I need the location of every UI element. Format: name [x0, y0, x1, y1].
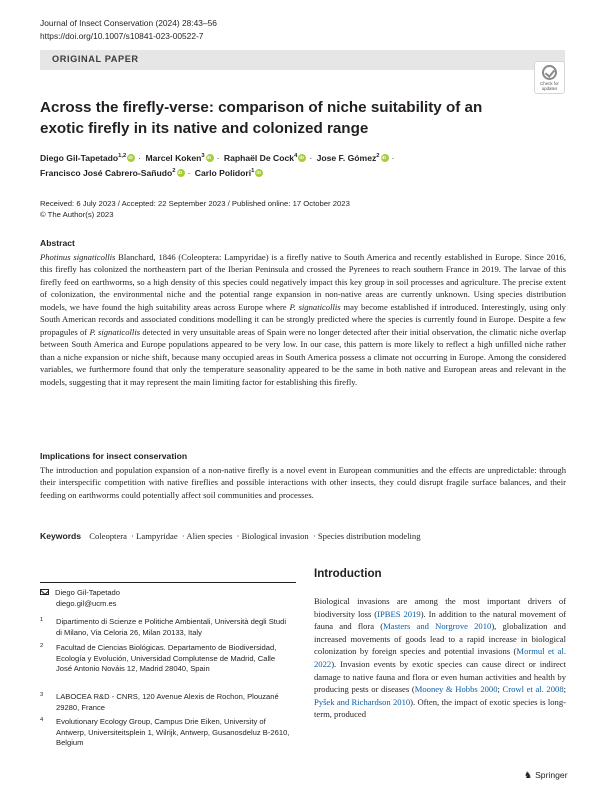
publisher-name: Springer — [535, 770, 568, 780]
copyright: © The Author(s) 2023 — [40, 210, 114, 219]
citation-link[interactable]: Mooney & Hobbs 2000 — [414, 684, 498, 695]
envelope-icon — [40, 589, 49, 595]
corresponding-email[interactable]: diego.gil@ucm.es — [56, 598, 117, 608]
citation-link[interactable]: IPBES 2019 — [377, 608, 421, 619]
check-circle-icon — [542, 65, 557, 80]
orcid-icon[interactable] — [381, 154, 389, 162]
implications-text: The introduction and population expansion of a non-native firefly is a novel event in European communities and the effects are unpredictable: through their interspecific competition with native fireflies and possible interactions with other insects, they could disrupt fragile surface balances, and their feeding on earthworms could potentially affect soil communities and processes. — [40, 465, 566, 500]
author-6[interactable]: Carlo Polidori$^1$ — [194, 168, 255, 179]
keyword[interactable]: Lampyridae — [136, 531, 178, 541]
orcid-icon[interactable] — [298, 154, 306, 162]
introduction-heading: Introduction — [314, 567, 382, 580]
section-label: ORIGINAL PAPER — [52, 54, 139, 64]
journal-header — [40, 17, 217, 42]
keywords: Keywords Coleoptera · Lampyridae · Alien species · Biological invasion · Species distribution modeling — [40, 531, 421, 541]
implications-heading: Implications for insect conservation — [40, 451, 188, 461]
orcid-icon[interactable] — [127, 154, 135, 162]
doi-link[interactable]: https://doi.org/10.1007/s10841-023-00522-7 — [40, 30, 204, 41]
abstract-text: Photinus signaticollis Blanchard, 1846 (Coleoptera: Lampyridae) is a firefly native to South America and recently established in Europe. Since 2016, this firefly has colonized the northeastern part of the Iberian Peninsula and crossed the Pyrenees to reach southern France in 2019. The larvae of this firefly feed on earthworms, so a high density of this species could negatively impact this key group in soil processes and agriculture. The precise extent of colonization, the environmental niche and the potential range expansion in non-native areas are currently unknown. Using species distribution models, we have found the high suitability areas across Europe where P. signaticollis may become established if introduced. Interestingly, using only South American records and associated conditions modelling it can be strongly predicted where the species is currently found in Europe. Despite a few propagules of P. signaticollis detected in very unsuitable areas of Spain were no longer detected after their initial observation, the climatic niche overlap between South America and Europe populations appeared to be very low. In our case, this pattern is more likely to reflect a high unfilled niche rather than a niche expansion or niche shift, because many occupied areas in South America possess a climate not occurring in Europe. Among the considered variables, we furthermore found that only the temperature seasonality appeared to be the same in both native and European areas and relevant in the models, suggesting that it may represent the main limiting factor for establishing this firefly. — [40, 252, 566, 387]
introduction-text: Biological invasions are among the most important drivers of biodiversity loss (IPBES 2019). In addition to the natural movement of fauna and flora (Masters and Norgrove 2010), globalization and increased movements of goods lead to a rapid increase in biological colonization by foreign species and potential invasions (Mormul et al. 2022). Invasion events by exotic species can cause direct or indirect damage to native fauna and flora or even human activities and health by producing pests or diseases (Mooney & Hobbs 2000; Crowl et al. 2008; Pyšek and Richardson 2010). Often, the impact of exotic species is long-term, produced — [314, 596, 567, 720]
citation-link[interactable]: Pyšek and Richardson 2010 — [314, 696, 411, 707]
citation-link[interactable]: Crowl et al. 2008 — [502, 684, 564, 695]
keywords-label: Keywords — [40, 531, 82, 541]
author-2[interactable]: Marcel Koken$^3$ — [145, 152, 205, 163]
affiliation-1: 1 Dipartimento di Scienze e Politiche Ambientali, Università degli Studi di Milano, Via Celoria 26, Milan 20133, Italy — [40, 617, 287, 637]
author-list: Diego Gil-Tapetado$^{1,2}$iD · Marcel Koken$^3$iD · Raphaël De Cock$^4$iD · Jose F. Gómez$^2$iD · Francisco José Cabrero-Sañudo$^2$iD · Carlo Polidori$^1$iD — [40, 150, 560, 181]
orcid-icon[interactable] — [255, 169, 263, 177]
footnote-divider — [40, 582, 296, 583]
keyword[interactable]: Alien species — [186, 531, 233, 541]
corresponding-author: Diego Gil-Tapetado — [55, 588, 121, 597]
abstract-heading: Abstract — [40, 238, 75, 248]
orcid-icon[interactable] — [177, 169, 185, 177]
article-title: Across the firefly-verse: comparison of niche suitability of an exotic firefly in its native and colonized range — [40, 99, 483, 137]
check-for-updates-button[interactable] — [534, 61, 565, 94]
orcid-icon[interactable] — [206, 154, 214, 162]
author-3[interactable]: Raphaël De Cock$^4$ — [223, 152, 298, 163]
keyword[interactable]: Biological invasion — [241, 531, 309, 541]
publisher-logo — [524, 770, 568, 781]
keyword[interactable]: Coleoptera — [89, 531, 127, 541]
publication-dates — [40, 198, 350, 220]
section-bar — [40, 50, 565, 70]
keyword[interactable]: Species distribution modeling — [317, 531, 421, 541]
springer-horse-icon: ♞ — [524, 770, 533, 780]
author-1[interactable]: Diego Gil-Tapetado$^{1,2}$ — [40, 152, 127, 163]
correspondence — [40, 588, 120, 609]
journal-citation: Journal of Insect Conservation (2024) 28:43–56 — [40, 18, 217, 28]
author-5[interactable]: Francisco José Cabrero-Sañudo$^2$ — [40, 168, 176, 179]
citation-link[interactable]: Masters and Norgrove 2010 — [383, 621, 492, 632]
author-4[interactable]: Jose F. Gómez$^2$ — [316, 152, 380, 163]
citation-link[interactable]: Mormul et al. 2022 — [314, 646, 566, 669]
check-badge-label: Check for updates — [540, 81, 559, 91]
affiliation-2: 2 Facultad de Ciencias Biológicas. Departamento de Biodiversidad, Ecología y Evolución, Universidad Complutense de Madrid, Calle José Antonio Nováis 12, Madrid 28040, Spain — [40, 643, 277, 674]
affiliation-4: 4 Evolutionary Ecology Group, Campus Drie Eiken, University of Antwerp, Universiteitsplein 1, Wilrijk, Antwerp, Gusanosdeluz B-2610, Belgium — [40, 717, 290, 748]
affiliation-3: 3 LABOCEA R&D - CNRS, 120 Avenue Alexis de Rochon, Plouzané 29280, France — [40, 692, 279, 712]
history-dates: Received: 6 July 2023 / Accepted: 22 September 2023 / Published online: 17 October 2023 — [40, 199, 350, 208]
